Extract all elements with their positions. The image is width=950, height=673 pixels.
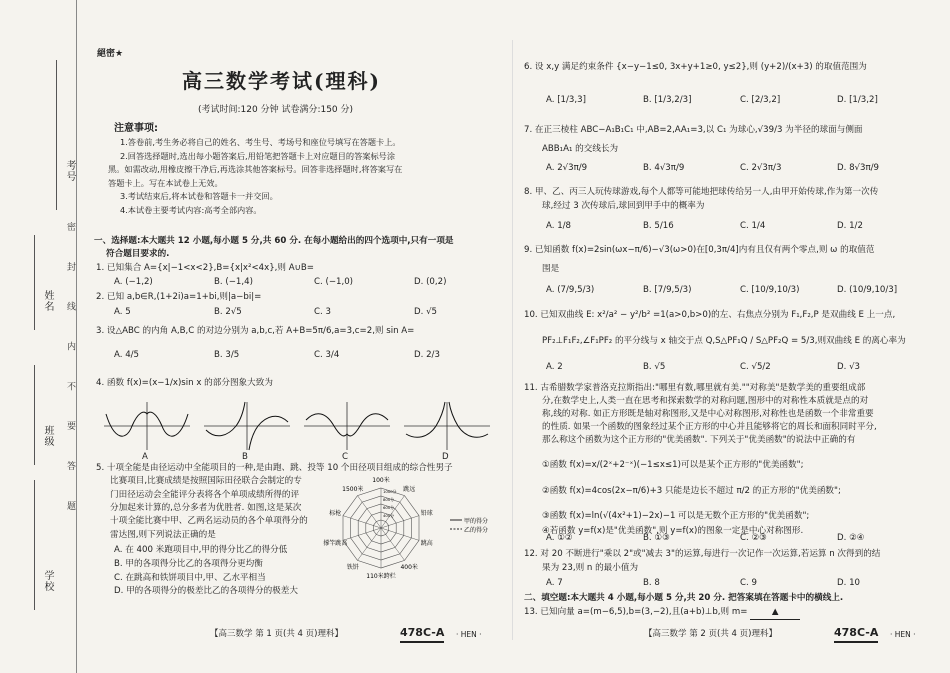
q6-option: A. [1/3,3]: [546, 95, 586, 105]
radar-axis: [343, 528, 381, 540]
name-label: 姓名: [42, 290, 53, 312]
q5-line: 分加起来计算的,总分多者为优胜者. 如图,这是某次: [110, 502, 302, 513]
q3-option: D. 2/3: [414, 350, 440, 360]
q7-stem-cont: ABB₁A₁ 的交线长为: [542, 144, 619, 154]
q2-options: [114, 307, 504, 319]
q6-option: D. [1/3,2]: [837, 95, 878, 105]
section1-heading-cont: 符合题目要求的.: [106, 249, 170, 259]
radar-grid: [343, 488, 419, 568]
exam-no-label: 考号: [64, 160, 75, 182]
radar-labels: [323, 476, 432, 580]
q7-option: B. 4√3π/9: [643, 163, 685, 173]
q6-stem: 6. 设 x,y 满足约束条件 {x−y−1≤0, 3x+y+1≥0, y≤2},则 (y+2)/(x+3) 的取值范围为: [524, 62, 867, 72]
q5-line: 比赛项目,比赛成绩是按照国际田径联合会制定的专: [110, 476, 302, 487]
q3-option: B. 3/5: [214, 350, 240, 360]
q4-option: D: [442, 452, 449, 462]
q6-option: C. [2/3,2]: [740, 95, 781, 105]
note-line: 答题卡上。写在本试卷上无效。: [108, 177, 223, 188]
q12-option: C. 9: [740, 578, 757, 588]
q5-line: 十项全能比赛中甲、乙两名运动员的各个单项得分的: [110, 516, 308, 527]
q11-line: 11. 古希腊数学家普洛克拉斯指出:"哪里有数,哪里就有美.""对称美"是数学美的重要组成部: [524, 383, 866, 393]
section1-heading: 一、选择题:本大题共 12 小题,每小题 5 分,共 60 分. 在每小题给出的四个选项中,只有一项是: [94, 236, 454, 246]
legend-yi: 乙的得分: [464, 527, 489, 534]
q3-options: [114, 350, 504, 362]
q8-stem: 8. 甲、乙、丙三人玩传球游戏,每个人都等可能地把球传给另一人,由甲开始传球,作为第一次传: [524, 187, 879, 197]
q8-option: A. 1/8: [546, 221, 572, 231]
seal-text: 密 封 线 内 不 要 答 题: [65, 222, 75, 525]
q1-stem: 1. 已知集合 A={x|−1<x<2},B={x|x²<4x},则 A∪B=: [96, 263, 315, 273]
q5-option: D. 甲的各项得分的极差比乙的各项得分的极差大: [114, 586, 298, 597]
q1-option: B. (−1,4): [214, 277, 253, 287]
q4-graphs: [102, 400, 497, 452]
radar-axis-label: 跳高: [420, 539, 433, 547]
q9-option: B. [7/9,5/3): [643, 285, 692, 295]
exam-subtitle: (考试时间:120 分钟 试卷满分:150 分): [198, 105, 354, 115]
q11-line: 分,在数学史上,人类一直在思考和探索数学的对称问题,图形中的对称性本质就是点的对: [542, 395, 869, 406]
radar-axis-label: 100米: [372, 477, 390, 484]
section2-heading: 二、填空题:本大题共 4 小题,每小题 5 分,共 20 分. 把答案填在答题卡中的横线上.: [524, 593, 844, 603]
q11-items: [542, 460, 927, 537]
radar-axis-label: 标枪: [329, 510, 342, 518]
q5-options: [114, 544, 298, 599]
q4-option: A: [142, 452, 148, 462]
q5-line: 门田径运动会全能评分表将各个单项成绩所得的评: [110, 489, 300, 500]
paper-code-right: 478C-A: [834, 626, 878, 643]
binding-strip: [0, 0, 86, 673]
q12-stem: 12. 对 20 不断进行"乘以 2"或"减去 3"的运算,每进行一次记作一次运算,若运算 n 次得到的结: [524, 549, 881, 559]
q2-option: A. 5: [114, 307, 131, 317]
q4-option: B: [242, 452, 248, 462]
radar-axis-label: 400米: [400, 563, 418, 571]
q11-option: C. ②③: [740, 533, 767, 543]
class-label: 班级: [42, 425, 53, 447]
radar-legend: [450, 517, 488, 534]
q12-options: [546, 578, 917, 590]
column-separator: [512, 40, 513, 640]
q7-option: C. 2√3π/3: [740, 163, 782, 173]
q9-options: [546, 285, 917, 297]
q10-option: B. √5: [643, 362, 666, 372]
q11-option: A. ①②: [546, 533, 573, 543]
q5-radar-chart: [316, 472, 506, 582]
q13-stem: [524, 607, 800, 620]
radar-axis-label: 跳远: [403, 486, 416, 494]
radar-axis-label: 铅球: [420, 510, 433, 518]
q9-stem-cont: 围是: [542, 264, 560, 274]
q9-option: D. (10/9,10/3]: [837, 285, 898, 295]
q1-option: A. (−1,2): [114, 277, 153, 287]
exam-no-underline: [56, 60, 57, 210]
q11-line: 的性质. 如果一个函数的图象经过某个正方形的中心并且能够将它的周长和面积同时平分,: [542, 421, 877, 432]
q9-option: C. [10/9,10/3): [740, 285, 800, 295]
q12-stem-cont: 果为 23,则 n 的最小值为: [542, 563, 639, 573]
q5-line: 5. 十项全能是由径运动中全能项目的一种,是由跑、跳、投等 10 个田径项目组成的综合性男子: [96, 463, 453, 473]
footer-left: 【高三数学 第 1 页(共 4 页)理科】: [210, 629, 343, 639]
q3-option: A. 4/5: [114, 350, 140, 360]
radar-tick-label: 600分: [383, 505, 395, 510]
q10-stem: 10. 已知双曲线 E: x²/a² − y²/b² =1(a>0,b>0)的左、右焦点分别为 F₁,F₂,P 是双曲线 E 上一点,: [524, 310, 896, 320]
hen-right: · HEN ·: [890, 630, 916, 639]
q2-option: C. 3: [314, 307, 331, 317]
q12-option: D. 10: [837, 578, 861, 588]
q4-graph-d: [404, 402, 490, 450]
radar-tick-label: 800分: [383, 497, 395, 502]
radar-axis: [343, 516, 381, 528]
q1-option: C. (−1,0): [314, 277, 354, 287]
q9-option: A. (7/9,5/3): [546, 285, 595, 295]
q1-options: [114, 277, 504, 289]
q4-option: C: [342, 452, 349, 462]
q12-option: A. 7: [546, 578, 563, 588]
q11-stem: [524, 382, 924, 446]
name-underline: [34, 235, 35, 330]
q7-option: D. 8√3π/9: [837, 163, 880, 173]
q8-option: C. 1/4: [740, 221, 766, 231]
q8-stem-cont: 球,经过 3 次传球后,球回到甲手中的概率为: [542, 201, 705, 211]
legend-jia: 甲的得分: [464, 518, 489, 525]
q10-options: [546, 362, 917, 374]
q8-option: D. 1/2: [837, 221, 863, 231]
q7-stem: 7. 在正三棱柱 ABC−A₁B₁C₁ 中,AB=2,AA₁=3,以 C₁ 为球心,√39/3 为半径的球面与侧面: [524, 125, 863, 135]
notes-block: [108, 136, 490, 217]
radar-axis-label: 撑竿跳高: [323, 539, 348, 547]
q9-stem: 9. 已知函数 f(x)=2sin(ωx−π/6)−√3(ω>0)在[0,3π/4]内有且仅有两个零点,则 ω 的取值范: [524, 245, 875, 255]
q11-options: [546, 533, 917, 545]
school-label: 学校: [42, 570, 53, 592]
q10-option: C. √5/2: [740, 362, 771, 372]
q5-option: A. 在 400 米跑项目中,甲的得分比乙的得分低: [114, 545, 288, 555]
q2-option: D. √5: [414, 307, 438, 317]
radar-axis-label: 1500米: [342, 486, 364, 494]
radar-axis: [357, 496, 381, 528]
radar-tick-label: 400分: [383, 513, 395, 518]
q13-text: 13. 已知向量 a=(m−6,5),b=(3,−2),且(a+b)⊥b,则 m=: [524, 607, 748, 617]
q12-option: B. 8: [643, 578, 660, 588]
hen-left: · HEN ·: [456, 630, 482, 639]
note-line: 1.答卷前,考生务必将自己的姓名、考生号、考场号和座位号填写在答题卡上。: [120, 137, 401, 147]
radar-axis-label: 铁饼: [346, 563, 359, 571]
q4-graph-a: [104, 402, 190, 450]
q8-option: B. 5/16: [643, 221, 674, 231]
q10-option: A. 2: [546, 362, 563, 372]
footer-right: 【高三数学 第 2 页(共 4 页)理科】: [644, 629, 777, 639]
radar-axis-label: 110米跨栏: [366, 573, 396, 580]
q1-option: D. (0,2): [414, 277, 447, 287]
notes-title: 注意事项:: [114, 123, 158, 134]
q11-item: ①函数 f(x)=x/(2ˣ+2⁻ˣ)(−1≤x≤1)可以是某个正方形的"优美函数";: [542, 460, 804, 470]
q11-line: 称,线的对称. 如正方形既是轴对称图形,又是中心对称图形,对称性也是函数一个非常重要: [542, 408, 874, 419]
q6-options: [546, 95, 917, 107]
q11-item: ④若函数 y=f(x)是"优美函数",则 y=f(x)的图象一定是中心对称图形.: [542, 525, 804, 536]
q11-option: D. ②④: [837, 533, 865, 543]
confidential-stamp: 絕密★: [97, 49, 124, 59]
q10-stem-cont: PF₂⊥F₁F₂,∠F₁PF₂ 的平分线与 x 轴交于点 Q,S△PF₁Q / S△PF₂Q = 5/3,则双曲线 E 的离心率为: [542, 336, 906, 346]
q5-option: B. 甲的各项得分比乙的各项得分更均衡: [114, 558, 263, 569]
q3-stem: 3. 设△ABC 的内角 A,B,C 的对边分别为 a,b,c,若 A+B=5π/6,a=3,c=2,则 sin A=: [96, 326, 415, 336]
paper-code-left: 478C-A: [400, 626, 444, 643]
radar-axis: [381, 528, 419, 540]
q11-line: 那么称这个函数为这个正方形的"优美函数". 下列关于"优美函数"的说法中正确的有: [542, 434, 856, 445]
q7-options: [546, 163, 917, 175]
radar-axis: [381, 528, 405, 560]
note-line: 4.本试卷主要考试内容:高考全部内容。: [120, 204, 262, 215]
class-underline: [34, 365, 35, 465]
q7-option: A. 2√3π/9: [546, 163, 588, 173]
school-underline: [34, 480, 35, 610]
q4-stem: 4. 函数 f(x)=(x−1/x)sin x 的部分图象大致为: [96, 378, 273, 388]
note-line: 2.回答选择题时,选出每小题答案后,用铅笔把答题卡上对应题目的答案标号涂: [120, 150, 396, 161]
exam-title: 高三数学考试(理科): [182, 69, 381, 93]
q13-answer-blank: ▲: [750, 607, 800, 620]
radar-tick-label: 1000分: [383, 489, 397, 494]
note-line: 3.考试结束后,将本试卷和答题卡一并交回。: [120, 191, 278, 202]
q4-graph-b: [204, 402, 290, 450]
q11-item: ②函数 f(x)=4cos(2x−π/6)+3 只能是边长不超过 π/2 的正方形的"优美函数";: [542, 485, 841, 496]
q5-option: C. 在跳高和铁饼项目中,甲、乙水平相当: [114, 572, 266, 583]
q2-stem: 2. 已知 a,b∈R,(1+2i)a=1+bi,则|a−bi|=: [96, 292, 262, 302]
q2-option: B. 2√5: [214, 307, 242, 317]
radar-axis: [357, 528, 381, 560]
q10-option: D. √3: [837, 362, 861, 372]
q6-option: B. [1/3,2/3]: [643, 95, 692, 105]
q8-options: [546, 221, 917, 233]
q4-graph-c: [304, 402, 390, 450]
q11-option: B. ①③: [643, 533, 670, 543]
q3-option: C. 3/4: [314, 350, 340, 360]
q11-item: ③函数 f(x)=ln(√(4x²+1)−2x)−1 可以是无数个正方形的"优美函数";: [542, 511, 810, 522]
note-line: 黑。如需改动,用橡皮擦干净后,再选涂其他答案标号。回答非选择题时,将答案写在: [108, 164, 403, 175]
q5-line: 雷达图,则下列说法正确的是: [110, 529, 216, 540]
